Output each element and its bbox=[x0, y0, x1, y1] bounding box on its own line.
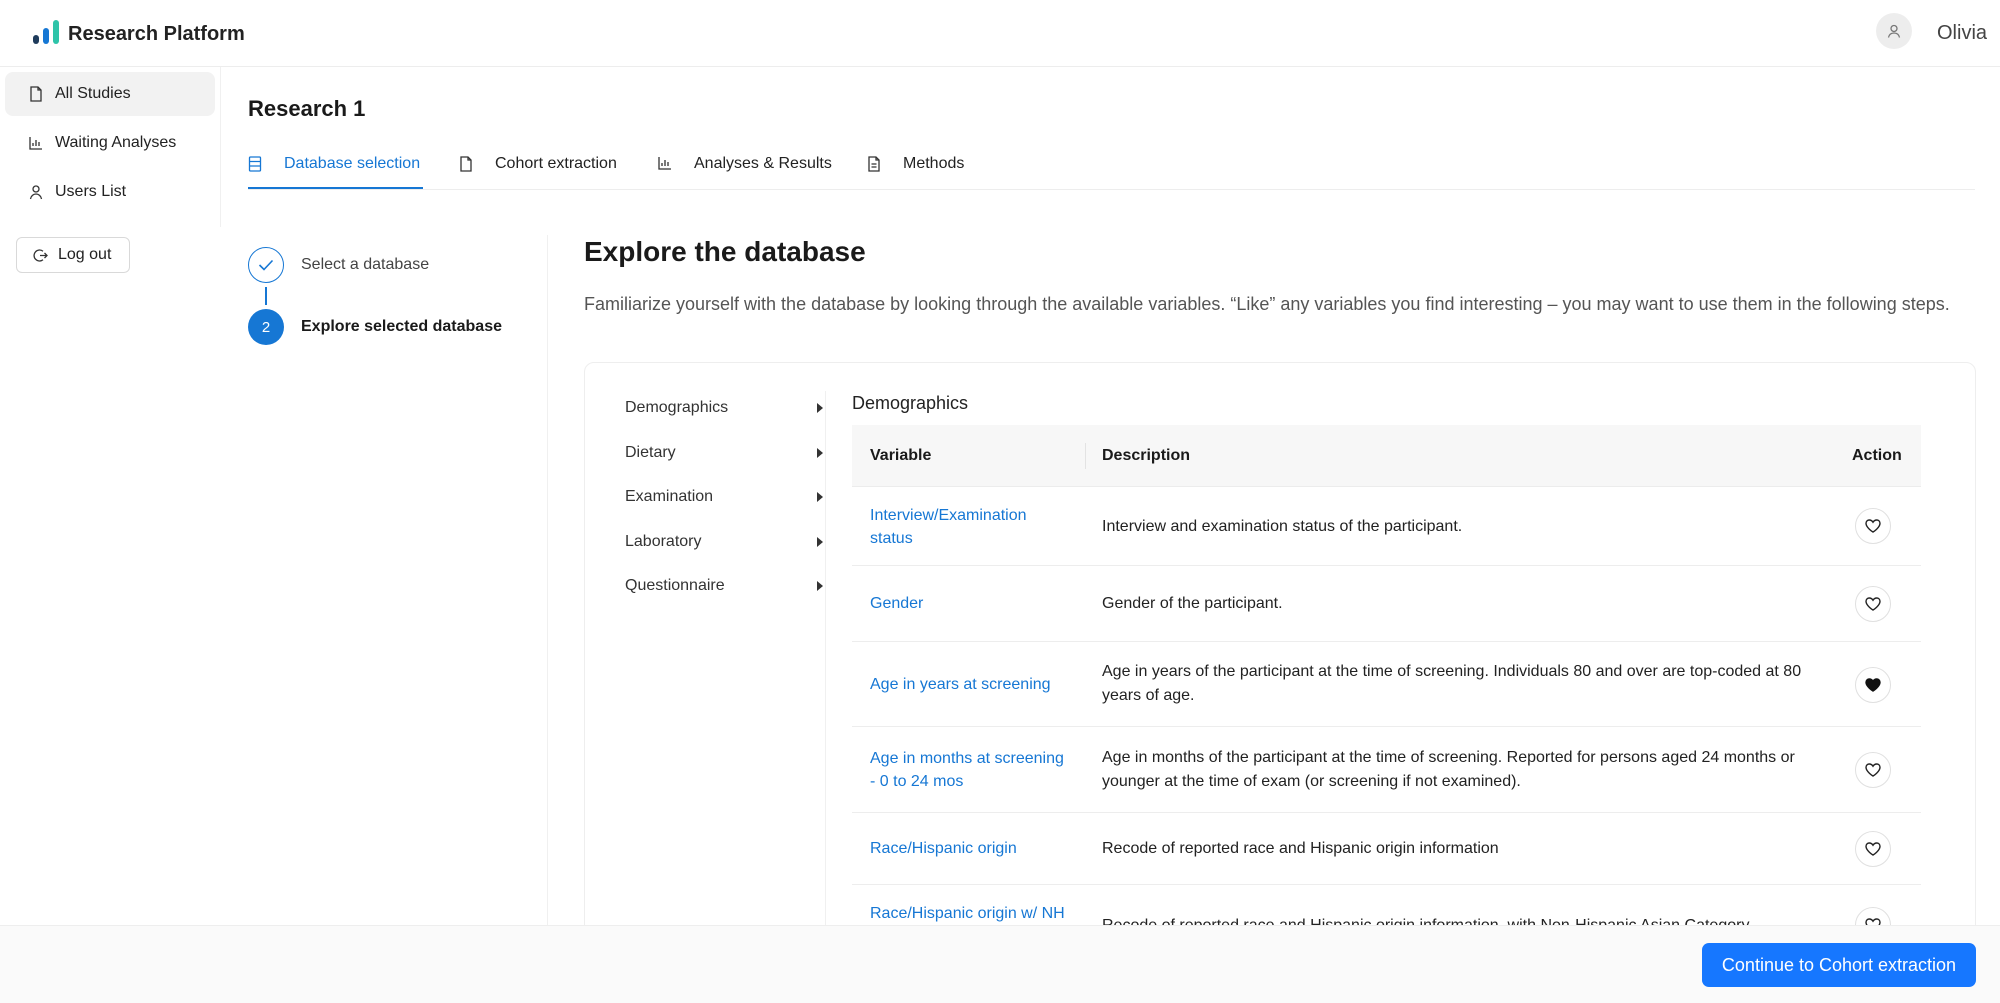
user-name[interactable]: Olivia bbox=[1937, 22, 1988, 44]
step-label-explore-database: Explore selected database bbox=[301, 318, 502, 335]
table-row bbox=[852, 642, 1921, 727]
logout-icon bbox=[33, 248, 48, 263]
category-label: Dietary bbox=[625, 444, 676, 461]
logout-button[interactable] bbox=[16, 237, 130, 273]
step-number: 2 bbox=[248, 309, 284, 345]
user-icon bbox=[29, 184, 43, 200]
table-header bbox=[852, 425, 1921, 487]
variable-description: Gender of the participant. bbox=[1102, 595, 1283, 612]
sidebar-item-waiting-analyses[interactable] bbox=[5, 121, 215, 165]
like-button[interactable] bbox=[1855, 752, 1891, 788]
caret-right-icon bbox=[817, 581, 823, 591]
document-text-icon bbox=[867, 156, 881, 172]
category-label: Laboratory bbox=[625, 533, 702, 550]
top-header bbox=[0, 0, 2000, 67]
caret-right-icon bbox=[817, 492, 823, 502]
bar-chart-icon bbox=[658, 156, 672, 170]
sidebar-item-label: Users List bbox=[55, 183, 127, 200]
column-header-action: Action bbox=[1852, 447, 1902, 464]
tab-label: Database selection bbox=[284, 155, 421, 172]
caret-right-icon bbox=[817, 537, 823, 547]
document-icon bbox=[29, 86, 43, 102]
section-title: Demographics bbox=[852, 393, 969, 413]
step-connector bbox=[265, 287, 267, 305]
heart-outline-icon bbox=[1865, 519, 1881, 533]
content-description: Familiarize yourself with the database by looking through the available variables. “Like” any variables you find interesting – you may want to use them in the following steps. bbox=[584, 294, 1950, 314]
table-row bbox=[852, 727, 1921, 813]
variable-description: Age in months of the participant at the time of screening. Reported for persons aged 24 months or younger at the time of exam (or screening if not examined). bbox=[1102, 749, 1795, 790]
variable-link[interactable]: Interview/Examination status bbox=[870, 507, 1027, 547]
database-icon bbox=[248, 156, 262, 172]
tab-bar bbox=[248, 145, 1975, 190]
column-header-description: Description bbox=[1102, 447, 1191, 464]
heart-outline-icon bbox=[1865, 842, 1881, 856]
tab-methods[interactable] bbox=[867, 145, 964, 189]
sidebar bbox=[0, 67, 220, 927]
tab-analyses-results[interactable] bbox=[658, 145, 832, 189]
caret-right-icon bbox=[817, 448, 823, 458]
tab-label: Methods bbox=[903, 155, 965, 172]
variable-link[interactable]: Gender bbox=[870, 595, 924, 612]
category-divider bbox=[825, 391, 826, 962]
category-label: Questionnaire bbox=[625, 577, 725, 594]
variable-link[interactable]: Race/Hispanic origin w/ NH bbox=[870, 905, 1065, 922]
sidebar-item-label: All Studies bbox=[55, 85, 131, 102]
category-label: Demographics bbox=[625, 399, 729, 416]
like-button[interactable] bbox=[1855, 831, 1891, 867]
footer-bar bbox=[0, 925, 2000, 1003]
variable-link[interactable]: Age in months at screening - 0 to 24 mos bbox=[870, 750, 1064, 790]
sidebar-divider bbox=[220, 67, 221, 227]
document-icon bbox=[459, 156, 473, 172]
tab-database-selection[interactable] bbox=[248, 145, 423, 189]
variable-description: Recode of reported race and Hispanic origin information bbox=[1102, 840, 1499, 857]
variable-link[interactable]: Age in years at screening bbox=[870, 676, 1051, 693]
like-button[interactable] bbox=[1855, 586, 1891, 622]
tab-label: Analyses & Results bbox=[694, 155, 832, 172]
variable-link[interactable]: Race/Hispanic origin bbox=[870, 840, 1017, 857]
category-item-questionnaire[interactable] bbox=[625, 572, 825, 600]
heart-filled-icon bbox=[1865, 678, 1881, 692]
category-item-examination[interactable] bbox=[625, 483, 825, 511]
steps-divider bbox=[547, 235, 548, 935]
column-separator bbox=[1085, 443, 1086, 469]
brand-name: Research Platform bbox=[68, 23, 245, 45]
variable-description: Interview and examination status of the participant. bbox=[1102, 518, 1463, 535]
variable-description: Age in years of the participant at the time of screening. Individuals 80 and over are top-coded at 80 years of age. bbox=[1102, 663, 1802, 704]
heart-outline-icon bbox=[1865, 597, 1881, 611]
table-row bbox=[852, 487, 1921, 566]
check-icon bbox=[258, 259, 274, 271]
caret-right-icon bbox=[817, 403, 823, 413]
tab-label: Cohort extraction bbox=[495, 155, 617, 172]
step-label-select-database[interactable]: Select a database bbox=[301, 256, 430, 273]
table-row bbox=[852, 813, 1921, 885]
heart-outline-icon bbox=[1865, 763, 1881, 777]
category-item-demographics[interactable] bbox=[625, 394, 825, 422]
logout-label: Log out bbox=[58, 246, 112, 263]
user-avatar-icon bbox=[1886, 23, 1902, 39]
content-title: Explore the database bbox=[584, 236, 866, 267]
category-item-dietary[interactable] bbox=[625, 439, 825, 467]
table-row bbox=[852, 566, 1921, 642]
avatar[interactable] bbox=[1876, 13, 1912, 49]
tab-cohort-extraction[interactable] bbox=[459, 145, 617, 189]
category-item-laboratory[interactable] bbox=[625, 528, 825, 556]
like-button[interactable] bbox=[1855, 667, 1891, 703]
variables-panel bbox=[584, 362, 1976, 962]
category-label: Examination bbox=[625, 488, 714, 505]
step-completed-icon bbox=[248, 247, 284, 283]
like-button[interactable] bbox=[1855, 508, 1891, 544]
continue-button[interactable]: Continue to Cohort extraction bbox=[1702, 943, 1976, 987]
sidebar-item-label: Waiting Analyses bbox=[55, 134, 177, 151]
column-header-variable: Variable bbox=[870, 447, 932, 464]
page-title: Research 1 bbox=[248, 96, 366, 121]
sidebar-item-users-list[interactable] bbox=[5, 170, 215, 214]
logo-icon bbox=[33, 20, 59, 44]
bar-chart-icon bbox=[29, 136, 43, 150]
sidebar-item-all-studies[interactable] bbox=[5, 72, 215, 116]
